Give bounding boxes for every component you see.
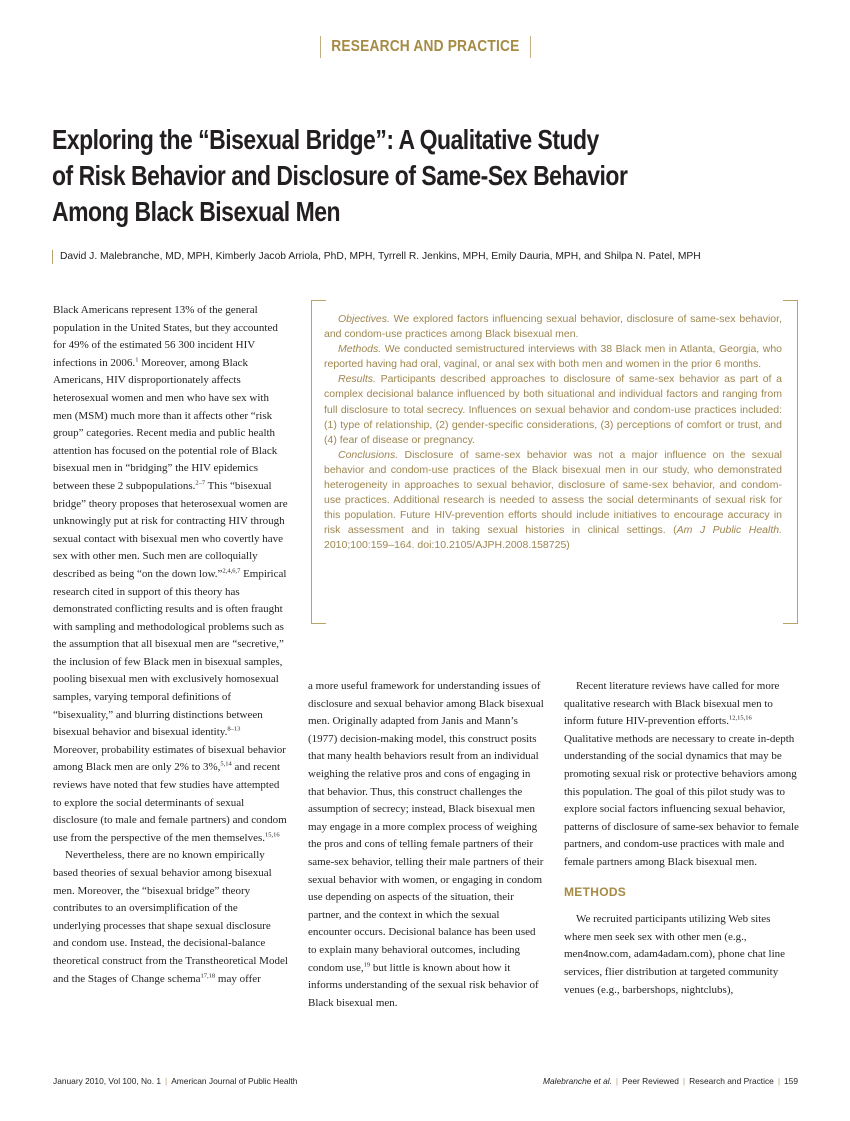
footer-review: Peer Reviewed	[622, 1076, 679, 1086]
text: may offer	[215, 972, 261, 985]
text: Recent literature reviews have called for more qualitative research with Black bisexual men to inform future HIV-prevention efforts.	[564, 680, 780, 728]
abstract-text	[324, 312, 782, 554]
abstract-conclusions	[324, 448, 782, 554]
footer-section: Research and Practice	[689, 1076, 774, 1086]
paragraph	[53, 847, 288, 988]
paragraph	[564, 678, 800, 872]
citation-ref: 2–7	[195, 479, 206, 487]
text: but little is known about how it informs understanding of the sexual risk behavior of Black bisexual men.	[308, 961, 539, 1009]
footer-right	[543, 1076, 798, 1086]
body-column-1	[53, 302, 288, 988]
abstract-label: Methods.	[338, 343, 382, 356]
paragraph	[53, 302, 288, 847]
text: a more useful framework for understanding issues of disclosure and sexual behavior among Black bisexual men. Originally adapted from Janis and Mann’s (1977) decision-making model, this construct posits that many health behaviors result from an individual weighing the relative pros and cons of engaging in that behavior. Thus, this construct challenges the assumption of secrecy; instead, Black bisexual men may engage in a more complex process of weighing the pros and cons of telling female partners of their same-sex behavior, telling their male partners of their sexual behavior with women, or engaging in condom use depending on aspects of the situation, their partner, and the context in which the sexual encounter occurs. Decisional balance has been used to explain many behavioral outcomes, including condom use,	[308, 680, 544, 974]
citation-ref: 17,18	[200, 971, 216, 979]
footer-left	[53, 1076, 297, 1086]
text: Black Americans represent 13% of the general population in the United States, but they accounted for 49% of the estimated 56 300 incident HIV infections in 2006.	[53, 304, 278, 369]
abstract-results	[324, 372, 782, 447]
footer-separator: |	[615, 1076, 619, 1086]
footer-issue: January 2010, Vol 100, No. 1	[53, 1076, 162, 1086]
abstract-label: Objectives.	[338, 313, 390, 325]
citation-ref: 8–13	[227, 725, 241, 733]
text: This “bisexual bridge” theory proposes that heterosexual women are unknowingly put at risk for contracting HIV through sexual contact with bisexual men who covertly have sex with other men. Such men are colloquially described as being “on the down low.”	[53, 479, 288, 580]
article-title	[52, 122, 812, 230]
body-column-2	[308, 678, 544, 1012]
title-line: Exploring the “Bisexual Bridge”: A Qualitative Study	[52, 124, 599, 155]
citation-ref: 15,16	[265, 831, 280, 839]
citation-ref: 2,4,6,7	[222, 567, 241, 575]
text: Nevertheless, there are no known empirically based theories of sexual behavior among bisexual men. Moreover, the “bisexual bridge” theory contributes to an oversimplification of the underlying processes that shape sexual disclosure and condom use. Instead, the decisional-balance theoretical construct from the Transtheoretical Model and the Stages of Change schema	[53, 849, 288, 985]
title-line: Among Black Bisexual Men	[52, 196, 341, 227]
abstract-label: Conclusions.	[338, 448, 399, 461]
section-header	[0, 36, 850, 58]
abstract-objectives	[324, 312, 782, 342]
text: Qualitative methods are necessary to create in-depth understanding of the social dynamics that may be promoting sexual risk or protective behaviors among this population. The goal of this pilot study was to explore social factors influencing sexual behavior, patterns of disclosure of same-sex behavior to female partners, and condom-use practices with male and female partners among Black bisexual men.	[564, 732, 799, 868]
page-number: 159	[784, 1076, 798, 1086]
footer-separator: |	[682, 1076, 686, 1086]
methods-heading: METHODS	[564, 884, 627, 899]
abstract-methods	[324, 342, 782, 372]
text: Empirical research cited in support of this theory has demonstrated conflicting results and is often fraught with sampling and methodological problems such as the assumption that all bisexual men are “secretive,” the inclusion of few Black men in bisexual samples, pooling bisexual men with exclusively homosexual samples, varying temporal definitions of “bisexuality,” and blurring distinctions between bisexual behavior and bisexual identity.	[53, 567, 287, 739]
text: We explored factors influencing sexual behavior, disclosure of same-sex behavior, and condom-use practices among Black bisexual men.	[324, 313, 782, 341]
text: Moreover, probability estimates of bisexual behavior among Black men are only 2% to 3%,	[53, 743, 286, 774]
abstract-bracket-right	[783, 300, 798, 624]
citation-ref: 12,15,16	[728, 714, 752, 722]
citation-ref: 1	[135, 356, 139, 364]
footer-separator: |	[165, 1076, 168, 1086]
section-label: RESEARCH AND PRACTICE	[320, 36, 530, 58]
footer-authors: Malebranche et al.	[543, 1076, 612, 1086]
title-line: of Risk Behavior and Disclosure of Same-Sex Behavior	[52, 160, 628, 191]
text: and recent reviews have noted that few studies have attempted to explore the social determinants of sexual disclosure (to male and female partners) and condom use from the perspective of the men themselves.	[53, 761, 287, 844]
footer-separator: |	[777, 1076, 781, 1086]
text: Participants described approaches to disclosure of same-sex behavior as part of a complex decisional balance influenced by both situational and individual factors and ranging from full disclosure to total secrecy. Influences on sexual behavior and condom-use practices included: (1) type of relationship, (2) gender-specific considerations, (3) perceptions of comfort or trust, and (4) fear of disease or pregnancy.	[324, 373, 782, 446]
citation-ref: 19	[363, 960, 371, 968]
paragraph	[308, 678, 544, 1012]
citation-ref: 5,14	[220, 760, 232, 768]
paragraph: We recruited participants utilizing Web sites where men seek sex with other men (e.g., men4now.com, adam4adam.com), phone chat line services, flier distribution at targeted community venues (e.g., barbershops, nightclubs),	[564, 913, 786, 996]
text: We conducted semistructured interviews with 38 Black men in Atlanta, Georgia, who reported having had oral, vaginal, or anal sex with both men and women in the prior 6 months.	[324, 343, 782, 371]
body-column-3	[564, 678, 800, 999]
abstract-label: Results.	[338, 373, 376, 386]
text: Disclosure of same-sex behavior was not a major influence on the sexual behavior and condom-use practices of the Black bisexual men in our study, who demonstrated heterogeneity in approaches to sexual behavior, disclosure of same-sex behavior, and condom-use practices. Additional research is needed to assess the social determinants of sexual risk for this population. Future HIV-prevention efforts should include initiatives to encourage accuracy in risk assessment and in taking sexual histories in clinical settings. (	[324, 448, 782, 537]
footer-journal: American Journal of Public Health	[171, 1076, 298, 1086]
citation-journal: Am J Public Health.	[676, 524, 782, 537]
text: Moreover, among Black Americans, HIV disproportionately affects heterosexual women and men who have sex with men (MSM) much more than it affects other “risk group” categories. Recent media and public health attention has focused on the potential role of Black bisexual men in “bridging” the HIV epidemics between these 2 subpopulations.	[53, 356, 278, 492]
text: 2010;100:159–164. doi:10.2105/AJPH.2008.158725)	[324, 539, 570, 552]
abstract-box	[311, 300, 798, 620]
author-list: David J. Malebranche, MD, MPH, Kimberly Jacob Arriola, PhD, MPH, Tyrrell R. Jenkins, MPH, Emily Dauria, MPH, and Shilpa N. Patel, MPH	[52, 250, 820, 264]
